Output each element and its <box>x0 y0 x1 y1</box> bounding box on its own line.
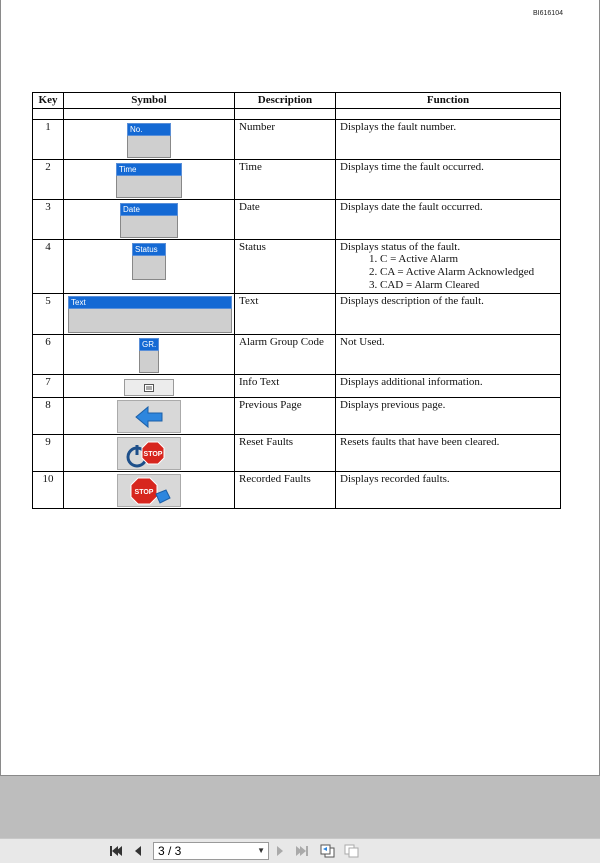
reset-stop-icon <box>117 437 181 470</box>
row-function: Resets faults that have been cleared. <box>336 435 561 472</box>
header-function: Function <box>336 93 561 109</box>
row-function <box>336 240 561 294</box>
table-row <box>33 120 561 160</box>
row-description: Reset Faults <box>235 435 336 472</box>
table-row <box>33 160 561 200</box>
row-symbol <box>64 435 235 472</box>
row-key: 1 <box>33 120 64 160</box>
stop-record-icon <box>117 474 181 507</box>
previous-page-icon[interactable] <box>130 843 146 859</box>
row-function: Displays previous page. <box>336 398 561 435</box>
table-row <box>33 335 561 375</box>
table-spacer-row <box>33 109 561 120</box>
row-symbol <box>64 375 235 398</box>
status-code-list <box>340 253 556 292</box>
row-key: 6 <box>33 335 64 375</box>
group-code-column-symbol <box>139 338 159 373</box>
list-item: 3. CAD = Alarm Cleared <box>380 279 556 292</box>
row-description: Status <box>235 240 336 294</box>
table-row <box>33 398 561 435</box>
row-function: Displays description of the fault. <box>336 294 561 335</box>
first-page-icon[interactable] <box>108 843 124 859</box>
row-function: Displays time the fault occurred. <box>336 160 561 200</box>
table-row <box>33 240 561 294</box>
row-key: 2 <box>33 160 64 200</box>
row-function: Displays additional information. <box>336 375 561 398</box>
date-column-symbol <box>120 203 178 238</box>
list-item: 1. C = Active Alarm <box>380 253 556 266</box>
row-description: Info Text <box>235 375 336 398</box>
info-text-icon <box>124 379 174 396</box>
go-forward-view-icon[interactable] <box>344 843 360 859</box>
row-key: 5 <box>33 294 64 335</box>
symbol-header-label: No. <box>127 123 171 136</box>
row-description: Recorded Faults <box>235 472 336 509</box>
row-key: 4 <box>33 240 64 294</box>
symbol-header-label: Time <box>116 163 182 176</box>
header-symbol: Symbol <box>64 93 235 109</box>
symbol-header-label: Text <box>68 296 232 309</box>
svg-text:STOP: STOP <box>134 488 154 496</box>
go-back-view-icon[interactable] <box>320 843 336 859</box>
row-key: 10 <box>33 472 64 509</box>
row-function: Displays recorded faults. <box>336 472 561 509</box>
row-description: Previous Page <box>235 398 336 435</box>
row-symbol <box>64 472 235 509</box>
svg-text:STOP: STOP <box>143 450 163 458</box>
row-key: 9 <box>33 435 64 472</box>
page-number-input[interactable] <box>153 842 269 860</box>
page-indicator: 3 / 3 <box>158 844 182 858</box>
row-symbol <box>64 200 235 240</box>
row-description: Time <box>235 160 336 200</box>
text-column-symbol <box>68 296 232 333</box>
row-description: Text <box>235 294 336 335</box>
row-key: 8 <box>33 398 64 435</box>
document-code: BI616104 <box>533 10 563 17</box>
symbol-header-label: Status <box>132 243 166 256</box>
header-description: Description <box>235 93 336 109</box>
next-page-icon[interactable] <box>272 843 288 859</box>
number-column-symbol <box>127 123 171 158</box>
row-key: 7 <box>33 375 64 398</box>
row-symbol <box>64 240 235 294</box>
time-column-symbol <box>116 163 182 198</box>
header-key: Key <box>33 93 64 109</box>
row-function: Not Used. <box>336 335 561 375</box>
last-page-icon[interactable] <box>294 843 310 859</box>
table-row <box>33 375 561 398</box>
table-row <box>33 294 561 335</box>
row-function: Displays date the fault occurred. <box>336 200 561 240</box>
row-description: Date <box>235 200 336 240</box>
row-symbol <box>64 120 235 160</box>
symbol-header-label: GR. <box>139 338 159 351</box>
row-function: Displays the fault number. <box>336 120 561 160</box>
chevron-down-icon[interactable]: ▼ <box>257 846 265 855</box>
row-description: Alarm Group Code <box>235 335 336 375</box>
symbol-header-label: Date <box>120 203 178 216</box>
row-symbol <box>64 160 235 200</box>
row-symbol <box>64 294 235 335</box>
status-column-symbol <box>132 243 166 280</box>
fault-symbols-table <box>32 92 561 509</box>
blue-left-arrow-icon <box>117 400 181 433</box>
viewer-toolbar <box>0 838 600 863</box>
row-key: 3 <box>33 200 64 240</box>
row-description: Number <box>235 120 336 160</box>
row-symbol <box>64 335 235 375</box>
table-row <box>33 200 561 240</box>
status-function-text: Displays status of the fault. <box>340 241 461 253</box>
list-item: 2. CA = Active Alarm Acknowledged <box>380 266 556 279</box>
table-row <box>33 472 561 509</box>
row-symbol <box>64 398 235 435</box>
table-row <box>33 435 561 472</box>
table-header-row <box>33 93 561 109</box>
